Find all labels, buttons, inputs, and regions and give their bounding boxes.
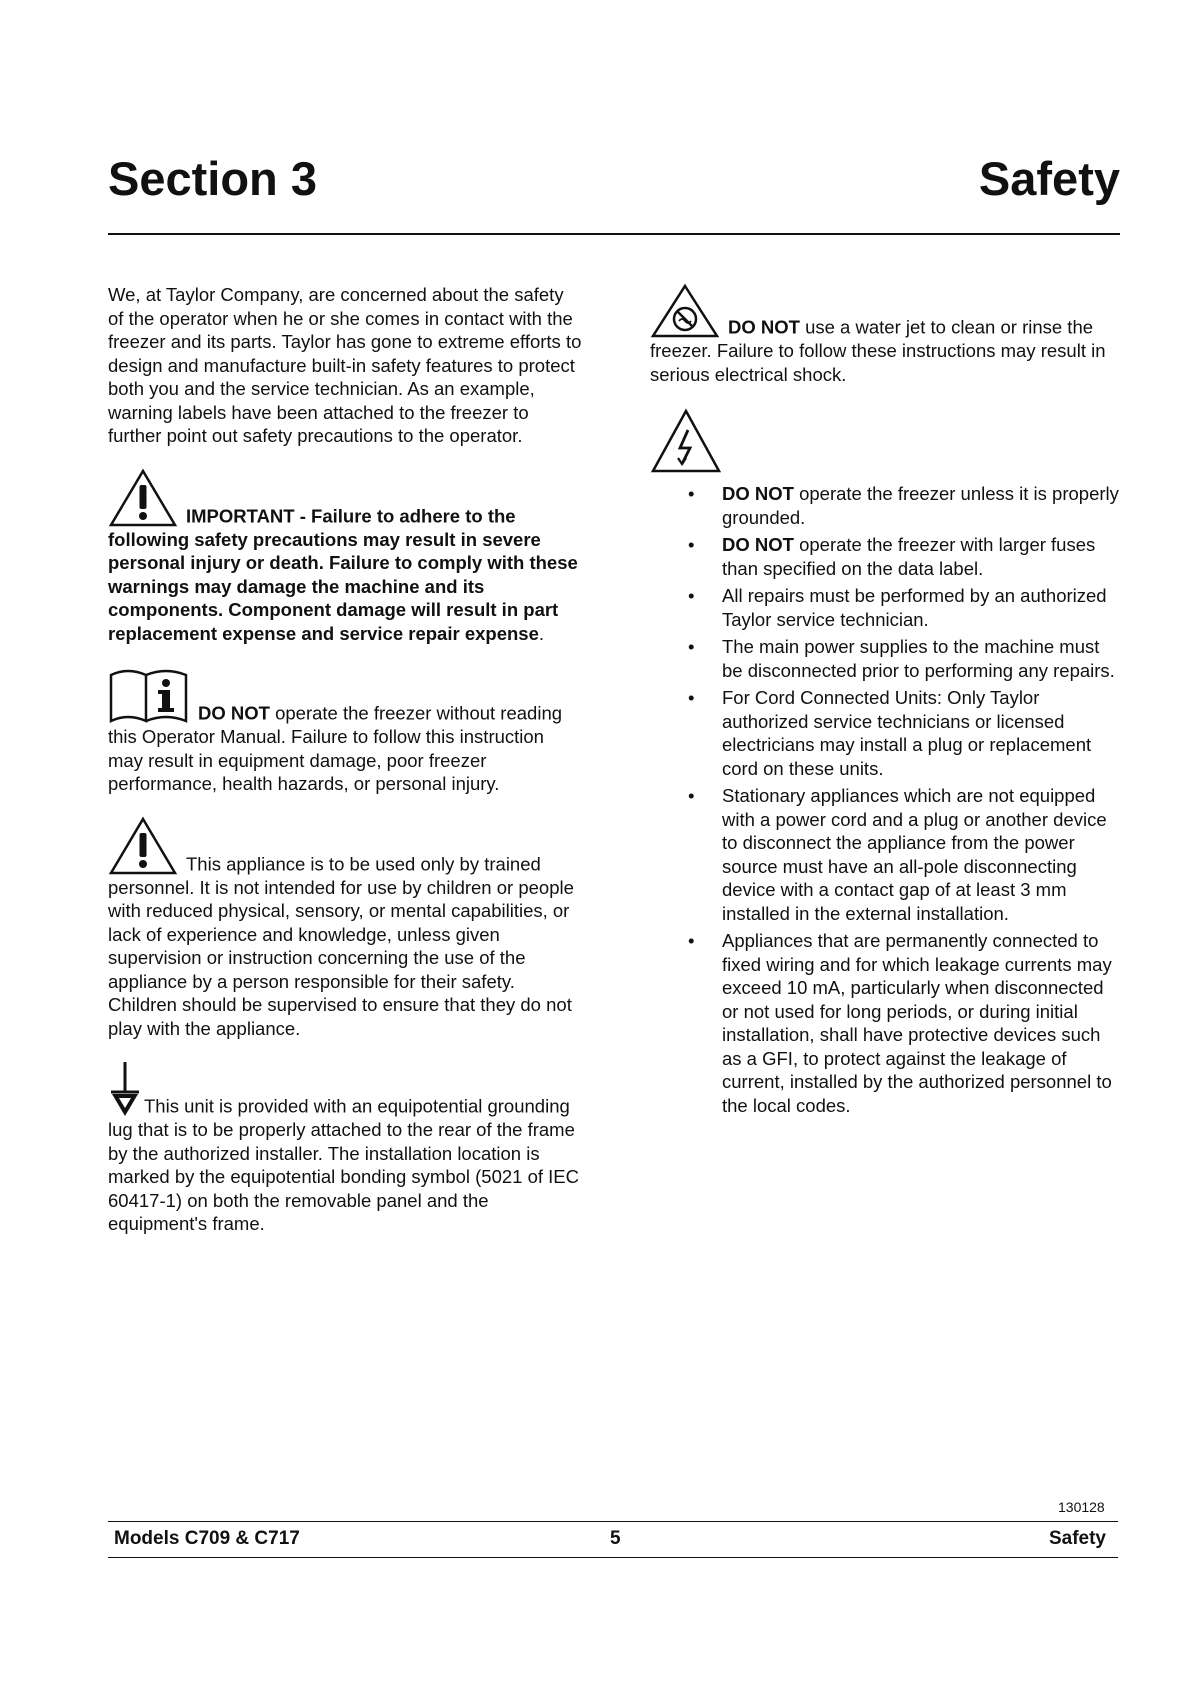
bullet: • — [688, 534, 695, 555]
page-title: Safety — [978, 152, 1120, 205]
trained-text: This appliance is to be used only by trained personnel. It is not intended for use by children or people with reduced physical, sensory, or mental capabilities, or lack of experience and knowledge, unless given supervision or instruction concerning the use of the appliance by a person responsible for their safety. Children should be supervised to ensure that they do not play with the appliance. — [108, 853, 574, 1039]
list-item: • For Cord Connected Units: Only Taylor authorized service technicians or licensed electricians may install a plug or replacement cord on these units. — [688, 687, 1092, 779]
right-column — [650, 283, 1120, 1121]
important-period: . — [538, 622, 545, 644]
water-do-not: DO NOT — [728, 316, 800, 338]
important-text: IMPORTANT - Failure to adhere to the following safety precautions may result in severe personal injury or death. Failure to comply with these warnings may damage the machine and its components. Component damage will result in part replacement expense and service repair expense — [108, 505, 578, 644]
footer-section: Safety — [1048, 1528, 1106, 1549]
bullet: • — [688, 930, 695, 951]
footer-divider-top — [108, 1521, 1118, 1522]
grounding-text: This unit is provided with an equipotential grounding lug that is to be properly attached to the rear of the frame by the authorized installer. The installation location is marked by the equipotential bonding symbol (5021 of IEC 60417-1) on both the removable panel and the equipment's frame. — [108, 1095, 580, 1234]
section-number: Section 3 — [108, 152, 317, 205]
bullet: • — [688, 785, 695, 806]
electrical-safety-list — [650, 482, 1120, 1117]
list-item: • The main power supplies to the machine must be disconnected prior to performing any repairs. — [688, 636, 1115, 681]
page-number: 5 — [610, 1528, 621, 1549]
intro-paragraph: We, at Taylor Company, are concerned about the safety of the operator when he or she comes in contact with the freezer and its parts. Taylor has gone to extreme efforts to design and manufacture built-in safety features to protect both you and the service technician. As an example, warning labels have been attached to the freezer to further point out safety precautions to the operator. — [108, 284, 582, 446]
document-number: 130128 — [1058, 1499, 1105, 1515]
equipotential-bonding-icon — [108, 1060, 142, 1118]
list-item: • Appliances that are permanently connected to fixed wiring and for which leakage currents may exceed 10 mA, particularly when disconnected or not used for long periods, or during initial installation, shall have protective devices such as a GFI, to protect against the leakage of current, installed by the authorized personnel to the local codes. — [688, 930, 1112, 1116]
header-divider — [108, 233, 1120, 235]
left-column — [108, 283, 583, 1236]
bullet: • — [688, 636, 695, 657]
water-jet-warning — [650, 283, 1120, 386]
bullet: • — [688, 687, 695, 708]
read-manual-icon — [108, 665, 190, 725]
warning-triangle-icon — [108, 816, 178, 876]
trained-personnel-warning — [108, 816, 583, 1041]
water-text: use a water jet to clean or rinse the freezer. Failure to follow these instructions may result in serious electrical shock. — [650, 316, 1106, 385]
manual-do-not: DO NOT — [198, 702, 270, 724]
list-item: • All repairs must be performed by an authorized Taylor service technician. — [688, 585, 1107, 630]
bullet: • — [688, 483, 695, 504]
bullet: • — [688, 585, 695, 606]
manual-warning — [108, 665, 583, 796]
grounding-note — [108, 1060, 583, 1236]
page-header — [108, 152, 1120, 235]
footer-divider-bottom — [108, 1557, 1118, 1558]
footer-models: Models C709 & C717 — [114, 1528, 300, 1549]
list-item: • DO NOT operate the freezer unless it is properly grounded. — [688, 483, 1119, 528]
list-item: • DO NOT operate the freezer with larger fuses than specified on the data label. — [688, 534, 1096, 579]
manual-text: operate the freezer without reading this Operator Manual. Failure to follow this instruction may result in equipment damage, poor freezer performance, health hazards, or personal injury. — [108, 702, 563, 794]
warning-triangle-icon — [108, 468, 178, 528]
list-item: • Stationary appliances which are not equipped with a power cord and a plug or another device to disconnect the appliance from the power source must have an all-pole disconnecting device with a contact gap of at least 3 mm installed in the external installation. — [688, 785, 1107, 924]
electrical-hazard-icon — [650, 408, 722, 474]
important-warning — [108, 468, 583, 646]
no-water-jet-icon — [650, 283, 720, 339]
